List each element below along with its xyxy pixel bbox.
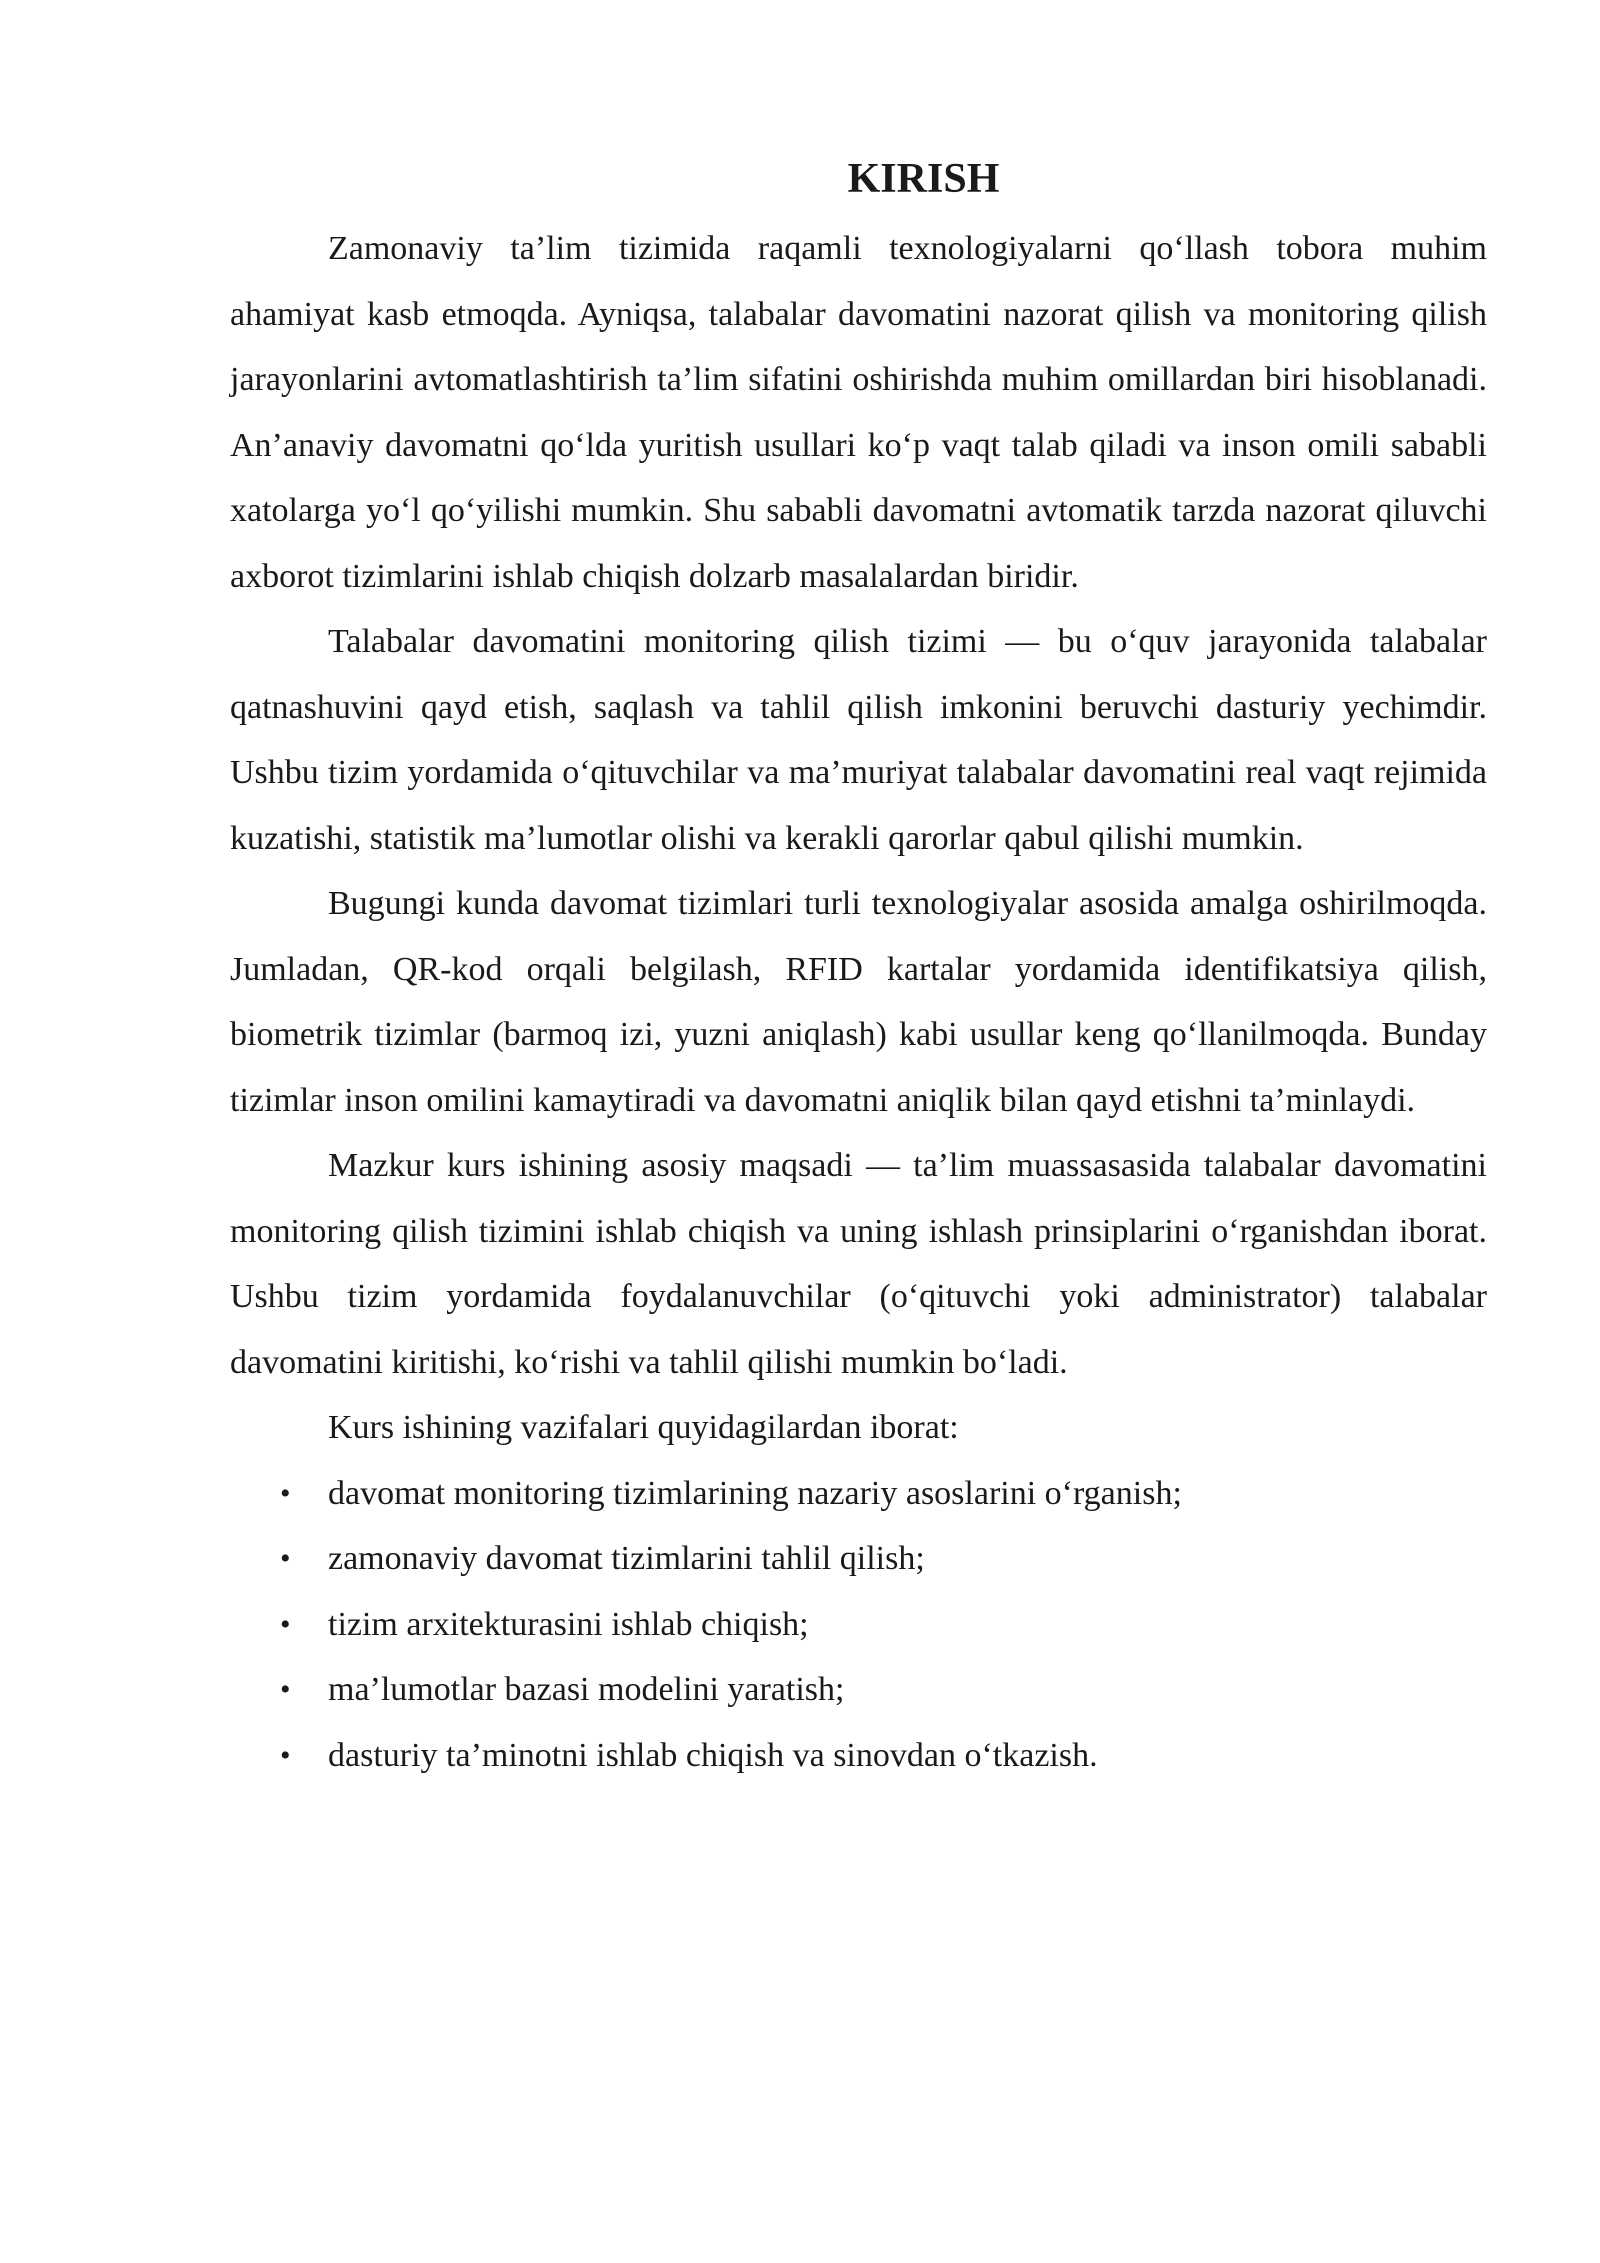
list-item (230, 1657, 1487, 1723)
bullet-icon: • (280, 1607, 291, 1641)
bullet-icon: • (280, 1673, 291, 1706)
paragraph-1: Zamonaviy ta’lim tizimida raqamli texnologiyalarni qo‘llash tobora muhim ahamiyat kasb etmoqda. Ayniqsa, talabalar davomatini nazorat qilish va monitoring qilish jarayonlarini avtomatlashtirish ta’lim sifatini oshirishda muhim omillardan biri hisoblanadi. An’anaviy davomatni qo‘lda yuritish usullari ko‘p vaqt talab qiladi va inson omili sababli xatolarga yo‘l qo‘yilishi mumkin. Shu sababli davomatni avtomatik tarzda nazorat qiluvchi axborot tizimlarini ishlab chiqish dolzarb masalalardan biridir. (230, 230, 1487, 595)
bullet-icon: • (280, 1542, 291, 1575)
list-item-text: tizim arxitekturasini ishlab chiqish; (328, 1605, 809, 1643)
document-page (230, 150, 1487, 1788)
paragraph-4: Mazkur kurs ishining asosiy maqsadi — ta’lim muassasasida talabalar davomatini monitoring qilish tizimini ishlab chiqish va uning ishlash prinsiplarini o‘rganishdan iborat. Ushbu tizim yordamida foydalanuvchilar (o‘qituvchi yoki administrator) talabalar davomatini kiritishi, ko‘rishi va tahlil qilishi mumkin bo‘ladi. (230, 1147, 1487, 1381)
paragraph-3: Bugungi kunda davomat tizimlari turli texnologiyalar asosida amalga oshirilmoqda. Jumladan, QR-kod orqali belgilash, RFID kartalar yordamida identifikatsiya qilish, biometrik tizimlar (barmoq izi, yuzni aniqlash) kabi usullar keng qo‘llanilmoqda. Bunday tizimlar inson omilini kamaytiradi va davomatni aniqlik bilan qayd etishni ta’minlaydi. (230, 885, 1487, 1119)
bullet-icon: • (280, 1476, 291, 1510)
list-item-text: davomat monitoring tizimlarining nazariy asoslarini o‘rganish; (328, 1474, 1182, 1512)
bullet-icon: • (280, 1738, 291, 1772)
page-title: KIRISH (847, 156, 1000, 202)
tasks-list (230, 1461, 1487, 1789)
list-item (230, 1592, 1487, 1658)
list-item (230, 1723, 1487, 1789)
list-item-text: ma’lumotlar bazasi modelini yaratish; (328, 1671, 845, 1708)
tasks-intro: Kurs ishining vazifalari quyidagilardan iborat: (328, 1409, 959, 1446)
paragraph-2: Talabalar davomatini monitoring qilish tizimi — bu o‘quv jarayonida talabalar qatnashuvini qayd etish, saqlash va tahlil qilish imkonini beruvchi dasturiy yechimdir. Ushbu tizim yordamida o‘qituvchilar va ma’muriyat talabalar davomatini real vaqt rejimida kuzatishi, statistik ma’lumotlar olishi va kerakli qarorlar qabul qilishi mumkin. (230, 623, 1487, 857)
list-item-text: zamonaviy davomat tizimlarini tahlil qilish; (328, 1540, 925, 1577)
list-item (230, 1526, 1487, 1592)
list-item (230, 1461, 1487, 1527)
list-item-text: dasturiy ta’minotni ishlab chiqish va sinovdan o‘tkazish. (328, 1736, 1098, 1774)
